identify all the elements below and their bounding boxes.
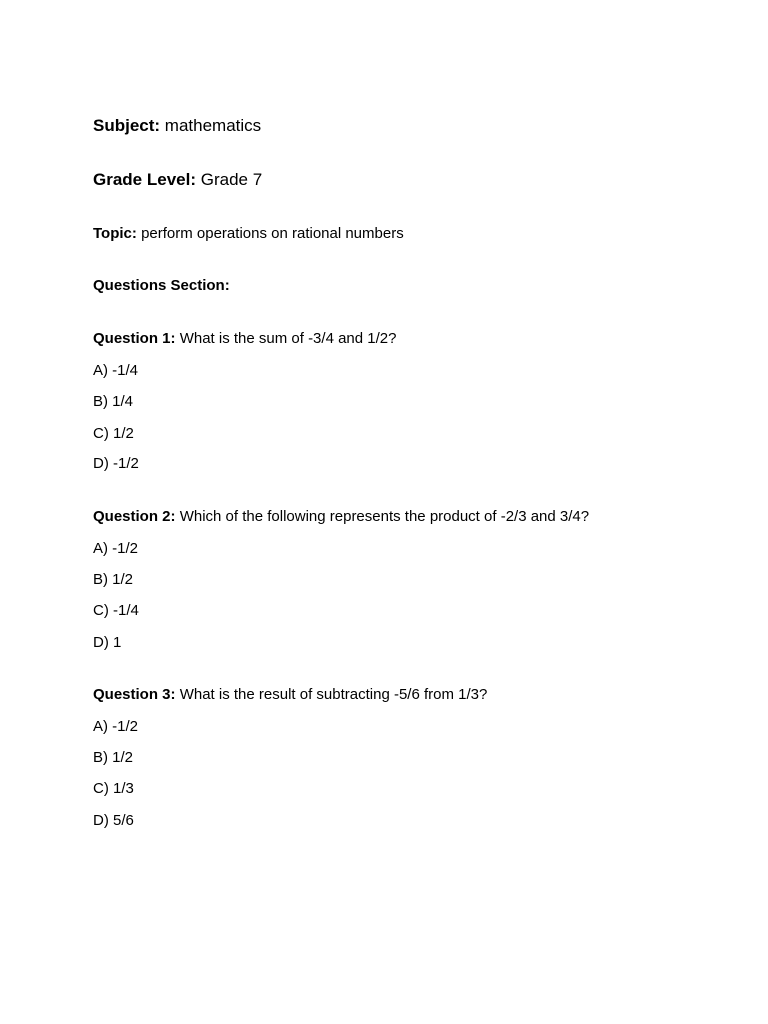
topic-label: Topic: (93, 225, 137, 242)
topic-line (93, 226, 404, 241)
question-text: What is the result of subtracting -5/6 from 1/3? (179, 686, 488, 703)
question-1 (93, 331, 396, 346)
question-3 (93, 687, 487, 702)
grade-level-line (93, 171, 262, 188)
question-3-option-d: D) 5/6 (93, 812, 134, 829)
question-3-option-a: A) -1/2 (93, 718, 139, 735)
topic-value: perform operations on rational numbers (141, 225, 404, 242)
question-label: Question 3: (93, 686, 176, 703)
question-label: Question 2: (93, 508, 176, 525)
question-label: Question 1: (93, 330, 176, 347)
questions-section-heading: Questions Section: (93, 277, 230, 294)
question-1-option-d: D) -1/2 (93, 455, 139, 472)
question-1-option-a: A) -1/4 (93, 362, 139, 379)
question-2 (93, 509, 589, 524)
question-2-option-d: D) 1 (93, 634, 122, 651)
question-2-option-c: C) -1/4 (93, 602, 139, 619)
question-2-option-b: B) 1/2 (93, 571, 134, 588)
subject-label: Subject: (93, 116, 161, 135)
subject-line (93, 117, 261, 134)
grade-level-value: Grade 7 (200, 170, 263, 189)
question-3-option-b: B) 1/2 (93, 749, 134, 766)
question-3-option-c: C) 1/3 (93, 780, 134, 797)
question-text: Which of the following represents the product of -2/3 and 3/4? (179, 508, 590, 525)
question-1-option-b: B) 1/4 (93, 393, 134, 410)
question-1-option-c: C) 1/2 (93, 425, 134, 442)
subject-value: mathematics (164, 116, 262, 135)
question-text: What is the sum of -3/4 and 1/2? (179, 330, 397, 347)
grade-level-label: Grade Level: (93, 170, 196, 189)
question-2-option-a: A) -1/2 (93, 540, 139, 557)
